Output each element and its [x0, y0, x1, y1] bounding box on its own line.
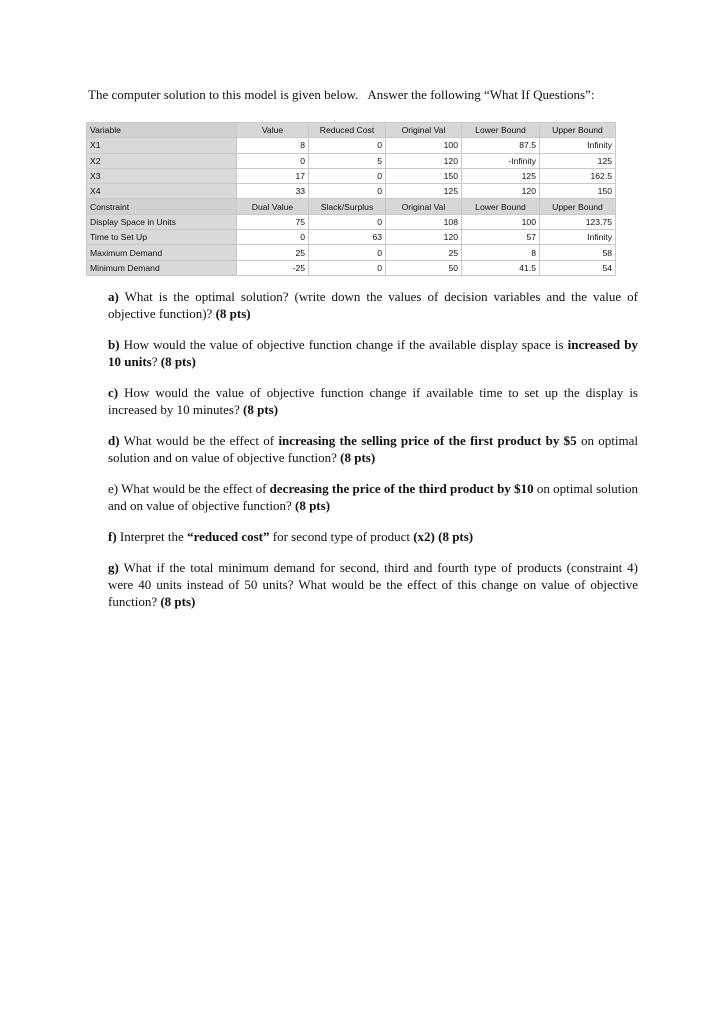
table-header-cell: Original Val	[386, 199, 462, 214]
table-cell: 58	[540, 245, 616, 260]
table-header-cell: Variable	[87, 123, 237, 138]
question-text: on optimal solution and on value of objective function?	[108, 481, 638, 513]
question-g	[108, 559, 638, 610]
table-cell: 125	[386, 184, 462, 199]
variable-row	[87, 184, 616, 199]
table-header-cell: Lower Bound	[462, 199, 540, 214]
question-text: What if the total minimum demand for second, third and fourth type of products (constraint 4) were 40 units instead of 50 units? What would be the effect of this change on value of objective function?	[108, 560, 638, 609]
question-e	[108, 480, 638, 514]
question-text: What would be the effect of	[119, 433, 279, 448]
table-cell: 0	[309, 245, 386, 260]
table-cell: Infinity	[540, 230, 616, 245]
table-cell: X4	[87, 184, 237, 199]
table-header-cell: Reduced Cost	[309, 123, 386, 138]
table-cell: Display Space in Units	[87, 214, 237, 229]
table-cell: 0	[237, 153, 309, 168]
constraint-row	[87, 245, 616, 260]
table-header-cell: Value	[237, 123, 309, 138]
questions-list	[108, 288, 638, 624]
question-b	[108, 336, 638, 370]
table-cell: 125	[540, 153, 616, 168]
question-emphasis: (8 pts)	[243, 402, 279, 417]
solution-table	[86, 122, 616, 276]
question-emphasis: decreasing the price of the third product by $10	[269, 481, 534, 496]
question-text: How would the value of objective function change if the available display space is	[119, 337, 568, 352]
table-cell: 100	[386, 138, 462, 153]
table-header-cell: Constraint	[87, 199, 237, 214]
table-cell: 8	[237, 138, 309, 153]
table-header-cell: Upper Bound	[540, 199, 616, 214]
question-text: for second type of product	[269, 529, 414, 544]
table-cell: 150	[386, 168, 462, 183]
table-cell: X3	[87, 168, 237, 183]
table-cell: Minimum Demand	[87, 260, 237, 275]
question-label: f)	[108, 529, 117, 544]
question-text: on optimal solution and on value of objective function?	[108, 433, 638, 465]
constraint-row	[87, 214, 616, 229]
table-cell: 8	[462, 245, 540, 260]
table-cell: 57	[462, 230, 540, 245]
question-emphasis: (8 pts)	[295, 498, 331, 513]
variable-row	[87, 153, 616, 168]
constraint-header-row	[87, 199, 616, 214]
table-cell: 63	[309, 230, 386, 245]
question-text: How would the value of objective function change if available time to set up the display is increased by 10 minutes?	[108, 385, 638, 417]
question-emphasis: “reduced cost”	[187, 529, 270, 544]
table-cell: -Infinity	[462, 153, 540, 168]
question-emphasis: increased by 10 units	[108, 337, 639, 369]
question-text: Interpret the	[116, 529, 188, 544]
table-cell: 0	[309, 260, 386, 275]
variable-header-row	[87, 123, 616, 138]
variable-row	[87, 138, 616, 153]
question-a	[108, 288, 638, 322]
question-f	[108, 528, 638, 545]
table-cell: -25	[237, 260, 309, 275]
question-d	[108, 432, 638, 466]
question-text: What is the optimal solution? (write down the values of decision variables and the value of objective function)?	[108, 289, 638, 321]
table-cell: 108	[386, 214, 462, 229]
table-cell: 162.5	[540, 168, 616, 183]
question-label: c)	[108, 385, 119, 400]
question-emphasis: (8 pts)	[160, 594, 196, 609]
table-cell: 0	[309, 184, 386, 199]
table-cell: 25	[386, 245, 462, 260]
table-cell: 120	[386, 230, 462, 245]
table-cell: Infinity	[540, 138, 616, 153]
question-emphasis: increasing the selling price of the first product by $5	[278, 433, 577, 448]
table-cell: 5	[309, 153, 386, 168]
question-emphasis: (8 pts)	[160, 354, 196, 369]
question-text: ?	[151, 354, 161, 369]
table-cell: 123.75	[540, 214, 616, 229]
intro-text-left: The computer solution to this model is given below.	[88, 87, 359, 102]
variable-row	[87, 168, 616, 183]
table-cell: Time to Set Up	[87, 230, 237, 245]
intro-paragraph	[88, 87, 638, 103]
table-cell: 50	[386, 260, 462, 275]
table-cell: 120	[386, 153, 462, 168]
question-emphasis: (8 pts)	[340, 450, 376, 465]
question-label: d)	[108, 433, 120, 448]
question-c	[108, 384, 638, 418]
question-label: e)	[108, 481, 119, 496]
intro-text-right: Answer the following “What If Questions”:	[367, 87, 595, 102]
table-cell: X1	[87, 138, 237, 153]
table-header-cell: Slack/Surplus	[309, 199, 386, 214]
table-header-cell: Dual Value	[237, 199, 309, 214]
table-cell: 0	[309, 168, 386, 183]
table-cell: 125	[462, 168, 540, 183]
table-cell: 100	[462, 214, 540, 229]
table-cell: 150	[540, 184, 616, 199]
table-cell: 17	[237, 168, 309, 183]
constraint-row	[87, 260, 616, 275]
table-header-cell: Original Val	[386, 123, 462, 138]
table-cell: 0	[309, 138, 386, 153]
question-emphasis: (8 pts)	[215, 306, 251, 321]
question-label: g)	[108, 560, 119, 575]
table-cell: 87.5	[462, 138, 540, 153]
table-cell: 120	[462, 184, 540, 199]
constraint-row	[87, 230, 616, 245]
table-cell: 0	[309, 214, 386, 229]
table-cell: X2	[87, 153, 237, 168]
table-cell: 33	[237, 184, 309, 199]
table-cell: 75	[237, 214, 309, 229]
solution-table-body	[87, 123, 616, 276]
question-label: a)	[108, 289, 119, 304]
table-header-cell: Upper Bound	[540, 123, 616, 138]
table-cell: Maximum Demand	[87, 245, 237, 260]
table-header-cell: Lower Bound	[462, 123, 540, 138]
table-cell: 25	[237, 245, 309, 260]
table-cell: 0	[237, 230, 309, 245]
question-text: What would be the effect of	[118, 481, 270, 496]
table-cell: 41.5	[462, 260, 540, 275]
table-cell: 54	[540, 260, 616, 275]
question-emphasis: (x2) (8 pts)	[413, 529, 474, 544]
question-label: b)	[108, 337, 120, 352]
